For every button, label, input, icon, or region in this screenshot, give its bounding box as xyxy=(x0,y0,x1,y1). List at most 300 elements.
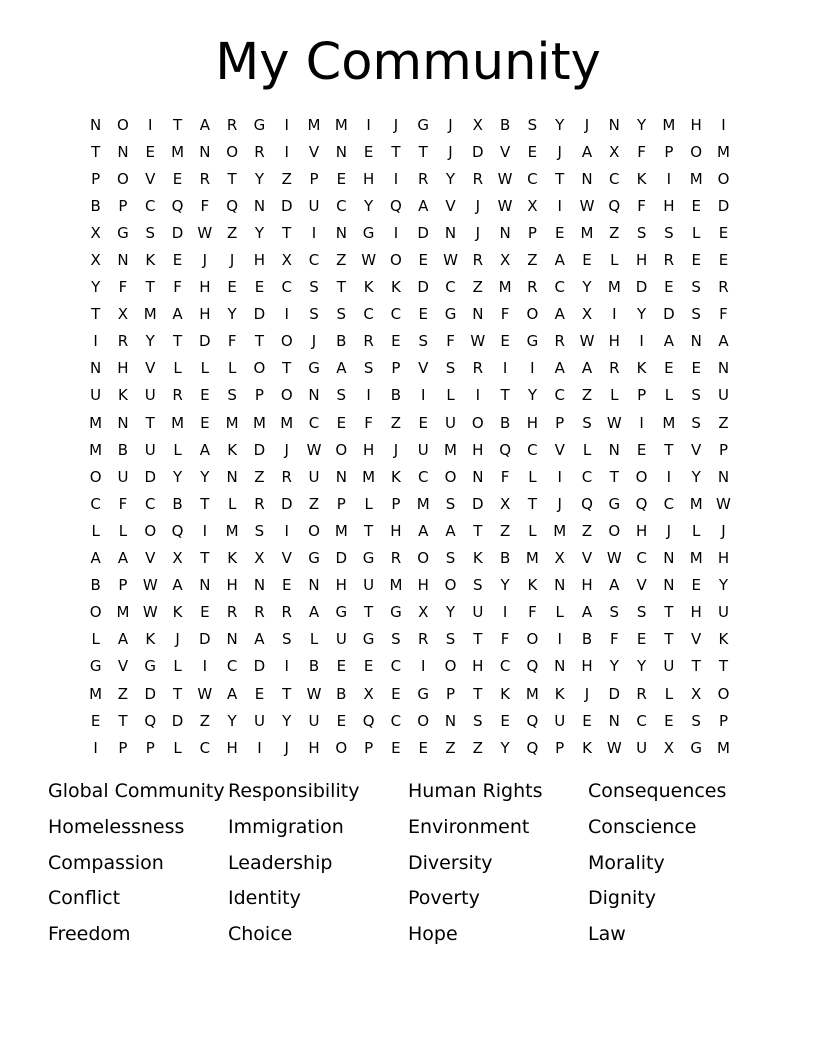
grid-letter: E xyxy=(527,142,538,161)
grid-letter: N xyxy=(663,576,675,595)
grid-row xyxy=(82,328,744,355)
grid-letter: Z xyxy=(117,684,129,703)
grid-letter: R xyxy=(390,549,402,568)
word-list-item: Choice xyxy=(228,923,293,946)
grid-letter: N xyxy=(717,467,730,486)
grid-letter: M xyxy=(525,684,539,703)
grid-letter: L xyxy=(610,386,619,405)
grid-letter: W xyxy=(197,223,213,242)
grid-letter: J xyxy=(448,142,453,161)
grid-letter: G xyxy=(608,494,621,513)
grid-letter: T xyxy=(364,521,374,540)
grid-letter: E xyxy=(418,251,428,270)
grid-letter: D xyxy=(253,657,266,676)
grid-letter: L xyxy=(692,223,701,242)
grid-letter: H xyxy=(362,169,375,188)
grid-letter: I xyxy=(93,738,98,757)
grid-letter: A xyxy=(199,115,210,134)
grid-letter: N xyxy=(663,549,675,568)
grid-row xyxy=(82,517,744,544)
grid-letter: B xyxy=(499,413,511,432)
grid-letter: V xyxy=(554,440,565,459)
grid-letter: P xyxy=(364,738,374,757)
grid-letter: Y xyxy=(691,467,701,486)
grid-letter: U xyxy=(308,467,320,486)
grid-letter: V xyxy=(499,142,511,161)
grid-letter: E xyxy=(200,603,210,622)
grid-letter: C xyxy=(390,711,402,730)
grid-letter: O xyxy=(280,332,293,351)
word-list-item: Leadership xyxy=(228,851,333,874)
grid-letter: E xyxy=(691,196,701,215)
grid-letter: R xyxy=(254,142,265,161)
grid-letter: Q xyxy=(581,494,593,513)
grid-letter: N xyxy=(226,467,238,486)
word-list-item: Consequences xyxy=(588,780,727,802)
grid-letter: F xyxy=(364,413,373,432)
grid-letter: Y xyxy=(227,711,237,730)
grid-letter: A xyxy=(117,630,129,649)
grid-letter: B xyxy=(390,386,402,405)
grid-letter: N xyxy=(308,386,320,405)
grid-letter: P xyxy=(91,169,101,188)
grid-letter: P xyxy=(118,738,128,757)
grid-letter: L xyxy=(446,386,455,405)
grid-letter: T xyxy=(609,467,619,486)
grid-letter: E xyxy=(718,251,729,270)
grid-letter: Q xyxy=(171,521,184,540)
grid-letter: M xyxy=(89,684,103,703)
grid-letter: G xyxy=(444,305,457,324)
grid-letter: G xyxy=(362,549,375,568)
grid-letter: V xyxy=(117,657,129,676)
grid-letter: A xyxy=(90,549,101,568)
grid-letter: T xyxy=(664,630,674,649)
grid-letter: H xyxy=(663,196,675,215)
grid-row xyxy=(82,572,744,599)
grid-letter: Z xyxy=(390,413,402,432)
grid-letter: C xyxy=(554,278,565,297)
grid-letter: Z xyxy=(199,711,210,730)
word-list-item: Conflict xyxy=(48,887,121,910)
grid-letter: U xyxy=(417,440,429,459)
grid-letter: P xyxy=(555,738,565,757)
grid-letter: I xyxy=(202,657,208,676)
grid-letter: P xyxy=(664,142,674,161)
grid-letter: L xyxy=(610,251,619,270)
grid-row xyxy=(82,599,744,626)
grid-letter: T xyxy=(254,332,265,351)
grid-row xyxy=(82,246,744,273)
grid-letter: C xyxy=(581,467,593,486)
grid-letter: L xyxy=(555,603,564,622)
grid-letter: H xyxy=(472,657,484,676)
grid-letter: M xyxy=(225,413,239,432)
grid-letter: M xyxy=(307,115,321,134)
grid-letter: Y xyxy=(445,603,456,622)
grid-letter: R xyxy=(199,169,211,188)
grid-letter: F xyxy=(637,196,646,215)
grid-letter: I xyxy=(311,223,317,242)
grid-letter: Q xyxy=(526,657,539,676)
grid-letter: M xyxy=(334,115,348,134)
grid-letter: O xyxy=(526,305,539,324)
grid-letter: H xyxy=(226,738,238,757)
grid-letter: H xyxy=(581,657,593,676)
grid-letter: N xyxy=(472,467,484,486)
grid-letter: A xyxy=(581,603,593,622)
grid-letter: D xyxy=(171,711,184,730)
grid-letter: R xyxy=(472,169,484,188)
grid-letter: Y xyxy=(445,169,456,188)
grid-letter: J xyxy=(393,115,399,134)
grid-letter: K xyxy=(636,169,647,188)
grid-letter: M xyxy=(225,521,239,540)
grid-letter: T xyxy=(172,115,183,134)
grid-letter: T xyxy=(500,386,510,405)
grid-letter: E xyxy=(200,413,210,432)
grid-letter: R xyxy=(117,332,129,351)
grid-letter: B xyxy=(172,494,183,513)
grid-letter: E xyxy=(336,413,347,432)
grid-letter: Y xyxy=(555,115,565,134)
grid-letter: O xyxy=(335,738,348,757)
grid-letter: U xyxy=(636,738,648,757)
grid-letter: Y xyxy=(500,576,510,595)
grid-row xyxy=(82,138,744,165)
grid-letter: I xyxy=(393,169,399,188)
grid-letter: H xyxy=(335,576,347,595)
grid-letter: C xyxy=(636,549,647,568)
grid-letter: M xyxy=(171,413,185,432)
grid-letter: N xyxy=(308,576,320,595)
grid-letter: D xyxy=(717,196,730,215)
grid-letter: K xyxy=(472,549,483,568)
grid-letter: I xyxy=(284,305,289,324)
grid-letter: D xyxy=(199,332,211,351)
grid-letter: S xyxy=(336,305,347,324)
grid-letter: T xyxy=(145,413,155,432)
grid-letter: T xyxy=(555,169,565,188)
grid-letter: G xyxy=(526,332,539,351)
grid-letter: J xyxy=(175,630,180,649)
grid-letter: F xyxy=(637,142,646,161)
grid-letter: M xyxy=(689,169,703,188)
grid-letter: G xyxy=(308,359,320,378)
grid-letter: T xyxy=(364,603,374,622)
grid-letter: H xyxy=(390,521,402,540)
grid-letter: M xyxy=(252,413,266,432)
grid-letter: O xyxy=(690,142,703,161)
grid-letter: C xyxy=(527,440,538,459)
grid-letter: W xyxy=(142,576,158,595)
grid-letter: R xyxy=(281,603,292,622)
grid-letter: A xyxy=(418,521,429,540)
grid-row xyxy=(82,653,744,680)
grid-letter: T xyxy=(473,684,483,703)
grid-letter: X xyxy=(281,251,292,270)
grid-letter: N xyxy=(199,142,211,161)
grid-letter: S xyxy=(473,711,483,730)
grid-row xyxy=(82,274,744,301)
grid-letter: D xyxy=(472,494,484,513)
grid-letter: L xyxy=(664,684,674,703)
grid-letter: H xyxy=(199,278,211,297)
grid-row xyxy=(82,545,744,572)
grid-letter: J xyxy=(666,521,672,540)
grid-letter: N xyxy=(608,440,620,459)
grid-letter: X xyxy=(609,142,620,161)
grid-letter: G xyxy=(690,738,702,757)
grid-letter: K xyxy=(527,576,538,595)
grid-letter: A xyxy=(336,359,347,378)
grid-letter: P xyxy=(718,440,728,459)
grid-letter: F xyxy=(500,305,510,324)
grid-letter: C xyxy=(390,305,402,324)
grid-letter: M xyxy=(662,413,676,432)
grid-letter: X xyxy=(663,738,675,757)
grid-letter: I xyxy=(557,467,562,486)
grid-letter: O xyxy=(444,657,457,676)
grid-letter: Z xyxy=(254,467,265,486)
grid-letter: E xyxy=(582,711,592,730)
grid-letter: R xyxy=(254,603,265,622)
grid-letter: Z xyxy=(472,738,483,757)
grid-letter: N xyxy=(117,142,129,161)
grid-letter: S xyxy=(281,630,292,649)
grid-letter: D xyxy=(417,278,429,297)
grid-letter: I xyxy=(366,115,371,134)
grid-letter: T xyxy=(336,278,346,297)
grid-letter: P xyxy=(391,494,401,513)
grid-letter: S xyxy=(445,494,456,513)
grid-letter: G xyxy=(417,684,430,703)
grid-letter: U xyxy=(144,386,156,405)
grid-letter: H xyxy=(690,115,702,134)
grid-letter: C xyxy=(281,278,292,297)
grid-letter: X xyxy=(581,305,593,324)
grid-letter: R xyxy=(226,115,238,134)
grid-letter: C xyxy=(417,467,429,486)
grid-letter: D xyxy=(144,684,157,703)
grid-letter: D xyxy=(335,549,348,568)
grid-letter: R xyxy=(172,386,183,405)
grid-letter: S xyxy=(254,521,265,540)
grid-letter: H xyxy=(635,521,648,540)
grid-row xyxy=(82,707,744,734)
grid-letter: J xyxy=(557,142,562,161)
word-list-item: Freedom xyxy=(48,923,131,946)
grid-letter: S xyxy=(691,278,701,297)
grid-letter: S xyxy=(527,115,538,134)
grid-letter: L xyxy=(173,359,182,378)
grid-letter: D xyxy=(608,684,621,703)
grid-letter: H xyxy=(717,549,730,568)
grid-letter: S xyxy=(336,386,347,405)
grid-letter: P xyxy=(555,413,565,432)
grid-letter: E xyxy=(636,440,647,459)
grid-letter: D xyxy=(199,630,211,649)
grid-letter: A xyxy=(554,251,565,270)
grid-letter: C xyxy=(390,657,402,676)
grid-row xyxy=(82,355,744,382)
grid-letter: N xyxy=(335,142,347,161)
grid-letter: Z xyxy=(718,413,729,432)
grid-letter: Z xyxy=(445,738,456,757)
grid-letter: T xyxy=(418,142,428,161)
grid-letter: P xyxy=(718,711,728,730)
grid-letter: E xyxy=(145,142,155,161)
word-list-item: Poverty xyxy=(408,887,480,910)
grid-letter: T xyxy=(391,142,401,161)
grid-letter: A xyxy=(172,305,183,324)
grid-letter: F xyxy=(528,603,537,622)
grid-letter: M xyxy=(689,494,703,513)
grid-letter: L xyxy=(528,521,537,540)
grid-letter: N xyxy=(335,467,347,486)
grid-letter: W xyxy=(606,738,622,757)
grid-letter: O xyxy=(280,386,293,405)
grid-letter: M xyxy=(662,115,676,134)
grid-letter: N xyxy=(199,576,211,595)
grid-letter: I xyxy=(366,386,371,405)
grid-letter: J xyxy=(557,494,562,513)
grid-letter: M xyxy=(717,738,730,757)
grid-letter: K xyxy=(582,738,592,757)
grid-letter: L xyxy=(91,630,100,649)
grid-letter: G xyxy=(362,223,375,242)
grid-letter: Y xyxy=(637,657,647,676)
grid-letter: E xyxy=(691,251,701,270)
grid-letter: A xyxy=(254,630,265,649)
grid-letter: O xyxy=(117,115,129,134)
grid-letter: Y xyxy=(718,576,729,595)
grid-letter: O xyxy=(117,169,129,188)
grid-letter: P xyxy=(309,169,319,188)
grid-letter: O xyxy=(471,413,484,432)
grid-row xyxy=(82,680,744,707)
grid-letter: N xyxy=(90,359,102,378)
grid-letter: W xyxy=(443,251,458,270)
grid-letter: T xyxy=(172,684,183,703)
grid-letter: C xyxy=(90,494,101,513)
grid-letter: E xyxy=(664,278,674,297)
grid-letter: R xyxy=(254,494,265,513)
grid-letter: H xyxy=(526,413,539,432)
grid-letter: W xyxy=(142,603,158,622)
grid-letter: X xyxy=(472,115,483,134)
grid-letter: B xyxy=(499,115,511,134)
grid-letter: P xyxy=(118,576,128,595)
grid-letter: E xyxy=(200,386,210,405)
grid-letter: E xyxy=(636,630,647,649)
grid-letter: U xyxy=(253,711,265,730)
grid-letter: P xyxy=(637,386,647,405)
grid-letter: M xyxy=(580,223,594,242)
grid-letter: X xyxy=(499,251,511,270)
grid-letter: T xyxy=(200,494,210,513)
grid-letter: G xyxy=(335,603,348,622)
grid-letter: I xyxy=(530,359,535,378)
grid-letter: J xyxy=(584,684,590,703)
grid-letter: A xyxy=(418,196,429,215)
grid-letter: J xyxy=(721,521,726,540)
word-list-item: Environment xyxy=(408,815,530,838)
grid-letter: A xyxy=(227,684,238,703)
grid-letter: K xyxy=(554,684,565,703)
grid-letter: G xyxy=(253,115,266,134)
grid-letter: I xyxy=(420,657,426,676)
grid-letter: X xyxy=(254,549,265,568)
grid-letter: M xyxy=(89,413,103,432)
grid-letter: L xyxy=(173,657,182,676)
grid-letter: S xyxy=(363,359,374,378)
grid-letter: D xyxy=(253,305,266,324)
grid-letter: I xyxy=(284,657,289,676)
grid-letter: L xyxy=(664,386,674,405)
grid-letter: M xyxy=(280,413,294,432)
grid-letter: I xyxy=(721,115,726,134)
grid-row xyxy=(82,165,744,192)
grid-letter: C xyxy=(609,169,620,188)
grid-letter: H xyxy=(581,576,593,595)
grid-letter: A xyxy=(663,332,675,351)
grid-letter: R xyxy=(226,603,238,622)
grid-letter: E xyxy=(418,305,428,324)
grid-letter: F xyxy=(719,305,728,324)
word-list-item: Morality xyxy=(588,851,665,874)
grid-letter: E xyxy=(391,332,401,351)
grid-letter: A xyxy=(718,332,729,351)
grid-letter: K xyxy=(227,440,238,459)
grid-letter: R xyxy=(472,251,484,270)
grid-letter: Q xyxy=(499,440,511,459)
grid-letter: S xyxy=(309,278,319,297)
grid-letter: H xyxy=(199,305,211,324)
grid-letter: U xyxy=(663,657,675,676)
grid-letter: E xyxy=(172,251,183,270)
grid-letter: B xyxy=(117,440,129,459)
grid-letter: E xyxy=(500,711,510,730)
grid-letter: V xyxy=(581,549,593,568)
grid-letter: O xyxy=(444,467,457,486)
grid-letter: P xyxy=(527,223,537,242)
grid-letter: S xyxy=(473,576,483,595)
grid-letter: M xyxy=(689,549,703,568)
grid-letter: B xyxy=(336,684,347,703)
grid-letter: Q xyxy=(362,711,375,730)
grid-letter: X xyxy=(418,603,429,622)
grid-letter: M xyxy=(416,494,430,513)
grid-letter: S xyxy=(445,630,456,649)
grid-letter: Q xyxy=(390,196,402,215)
grid-letter: Y xyxy=(637,115,647,134)
grid-letter: P xyxy=(391,359,401,378)
grid-letter: E xyxy=(418,413,428,432)
grid-letter: G xyxy=(117,223,129,242)
grid-letter: M xyxy=(116,603,130,622)
grid-letter: O xyxy=(89,603,102,622)
grid-letter: M xyxy=(362,467,376,486)
grid-letter: V xyxy=(636,576,647,595)
grid-letter: R xyxy=(636,684,647,703)
grid-letter: U xyxy=(117,467,129,486)
grid-letter: C xyxy=(445,278,456,297)
grid-letter: W xyxy=(306,684,322,703)
grid-letter: A xyxy=(581,359,593,378)
grid-letter: E xyxy=(90,711,101,730)
grid-letter: E xyxy=(336,657,347,676)
